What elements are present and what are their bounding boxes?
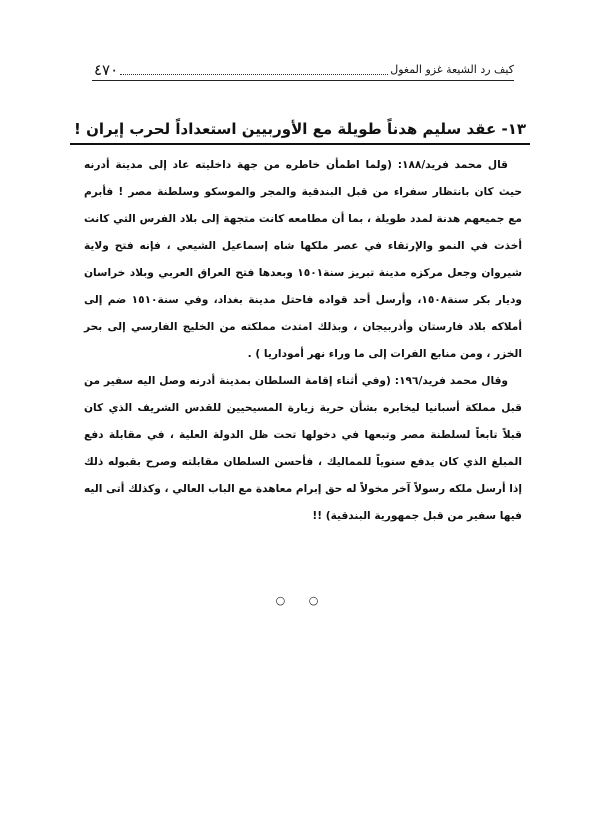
paragraph-1: قال محمد فريد/١٨٨: (ولما اطمأن خاطره من جهة داخليته عاد إلى مدينة أدرنه حيث كان بانتظار سفراء من قبل البندقية والمجر والموسكو وسلطنة مصر ! فأبرم مع جميعهم هدنة لمدد طويلة ، بما أن مطامعه كانت متجهة إلى بلاد الفرس التي كانت أخذت في النمو والإرتقاء في عصر ملكها شاه إسماعيل الشيعي ، فإنه فتح ولاية شيروان وجعل مركزه مدينة تبريز سنة١٥٠١ وبعدها فتح العراق العربي وبلاد خراسان وديار بكر سنة١٥٠٨، وأرسل أحد قواده فاحتل مدينة بغداد، وفي سنة١٥١٠ ضم إلى أملاكه بلاد فارستان وأذربيجان ، وبذلك امتدت مملكته من الخليج الفارسي إلى بحر الخزر ، ومن منابع الفرات إلى ما وراء نهر أموداريا ) . <box>84 159 522 360</box>
body-text <box>84 152 522 530</box>
paragraph-2: وقال محمد فريد/١٩٦: (وفي أثناء إقامة السلطان بمدينة أدرنه وصل اليه سفير من قبل مملكة أسبانيا ليخابره بشأن حرية زيارة المسيحيين للقدس الشريف الذي كان قبلاً تابعاً لسلطنة مصر وتبعها في دخولها تحت ظل الدولة العلية ، في مقابلة دفع المبلغ الذي كان يدفع سنوياً للمماليك ، فأحسن السلطان مقابلته وصرح بقبوله ذلك إذا أرسل ملكه رسولاً آخر مخولاً له حق إبرام معاهدة مع الباب العالي ، وكذلك أتى اليه فيها سفير من قبل جمهورية البندقية) !! <box>84 375 522 522</box>
section-heading <box>60 118 540 145</box>
section-end-ornament: ○ ○ <box>275 594 329 607</box>
page-number: ٤٧٠ <box>94 61 119 79</box>
running-title: كيف رد الشيعة غزو المغول <box>390 63 514 76</box>
section-heading-text: ١٣- عقد سليم هدناً طويلة مع الأوربيين استعداداً لحرب إيران ! <box>70 118 530 145</box>
running-header <box>92 58 514 81</box>
dotted-leader <box>120 73 388 75</box>
